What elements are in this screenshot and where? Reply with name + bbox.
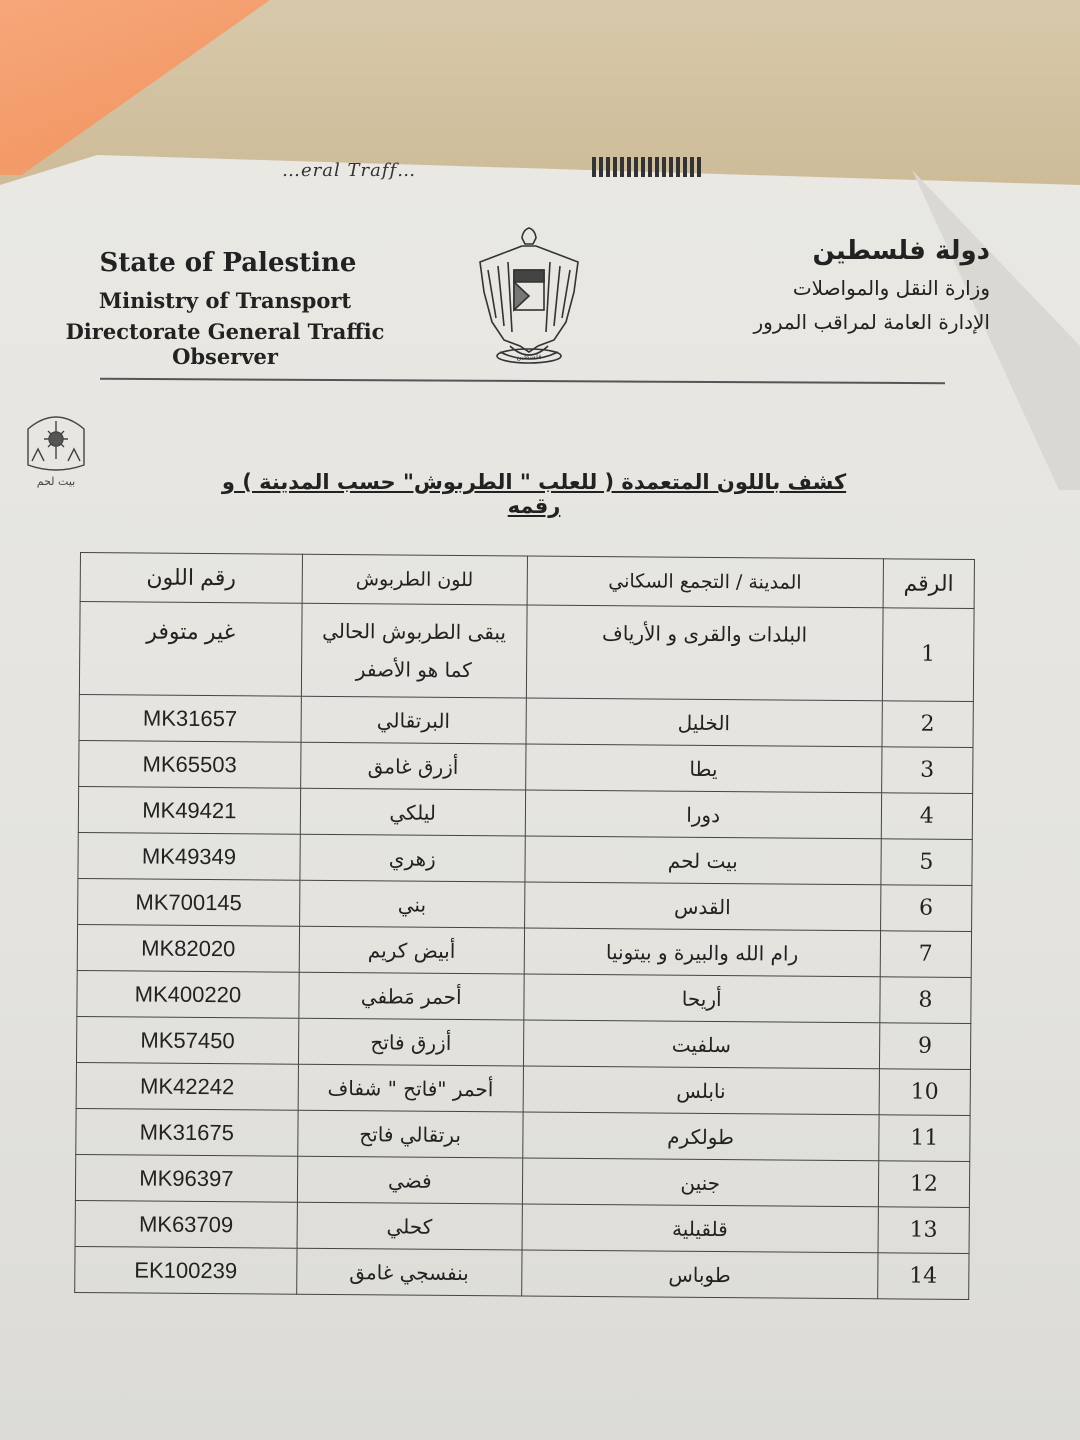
- row-color-code: MK57450: [76, 1016, 298, 1064]
- row-number: 10: [879, 1069, 971, 1116]
- row-number: 9: [879, 1023, 971, 1070]
- row-color-code: غير متوفر: [79, 602, 301, 697]
- row-city: بيت لحم: [525, 836, 881, 885]
- arabic-letterhead: [690, 236, 990, 334]
- table-row: [75, 1200, 969, 1253]
- row-number: 3: [881, 747, 973, 794]
- row-city: رام الله والبيرة و بيتونيا: [524, 928, 880, 977]
- row-number: 4: [881, 793, 973, 840]
- row-city: قلقيلية: [522, 1204, 878, 1253]
- row-number: 8: [880, 977, 972, 1024]
- row-number: 5: [881, 839, 973, 886]
- row-cap-color: كحلي: [297, 1202, 522, 1250]
- barcode: [592, 157, 704, 177]
- arabic-state-title: دولة فلسطين: [812, 236, 990, 266]
- table-row: [79, 740, 973, 793]
- row-cap-color: بني: [299, 880, 524, 928]
- row-number: 1: [882, 608, 974, 702]
- row-color-code: MK31675: [76, 1108, 298, 1156]
- row-color-code: MK65503: [79, 740, 301, 788]
- logo-caption: بيت لحم: [36, 475, 76, 488]
- row-number: 2: [882, 701, 974, 748]
- header-city: المدينة / التجمع السكاني: [527, 556, 883, 608]
- row-cap-color: زهري: [300, 834, 525, 882]
- row-city: جنين: [522, 1158, 878, 1207]
- row-color-code: MK400220: [77, 970, 299, 1018]
- english-ministry: Ministry of Transport: [98, 288, 352, 313]
- row-city: دورا: [525, 790, 881, 839]
- bethlehem-municipality-logo-icon: [22, 403, 90, 495]
- row-color-code: MK49349: [78, 832, 300, 880]
- row-cap-color: أحمر "فاتح " شفاف: [298, 1064, 523, 1112]
- table-row: [76, 1108, 970, 1161]
- header-color: للون الطربوش: [302, 554, 527, 605]
- row-number: 13: [878, 1207, 970, 1254]
- row-city: يطا: [525, 744, 881, 793]
- row-color-code: MK42242: [76, 1062, 298, 1110]
- table-row: [78, 878, 972, 931]
- row-cap-color: يبقى الطربوش الحالي كما هو الأصفر: [301, 603, 527, 698]
- row-city: سلفيت: [523, 1020, 879, 1069]
- english-letterhead: [10, 248, 440, 369]
- document-title: كشف باللون المتعمدة ( للعلب " الطربوش" حسب المدينة ) و رقمه: [221, 470, 847, 518]
- row-cap-color: أزرق غامق: [300, 742, 525, 790]
- table-row: [78, 832, 972, 885]
- row-city: البلدات والقرى و الأرياف: [526, 605, 883, 701]
- table-row: [75, 1246, 969, 1299]
- arabic-directorate: الإدارة العامة لمراقب المرور: [753, 310, 990, 334]
- row-cap-color: أزرق فاتح: [298, 1018, 523, 1066]
- row-city: الخليل: [526, 698, 882, 747]
- row-cap-color: ليلكي: [300, 788, 525, 836]
- header-num: الرقم: [883, 559, 975, 609]
- row-city: طولكرم: [522, 1112, 878, 1161]
- table-row: [77, 924, 971, 977]
- table-row: [79, 694, 973, 747]
- table-row: [77, 970, 971, 1023]
- english-directorate: Directorate General Traffic Observer: [65, 319, 385, 369]
- table-row: [75, 1154, 969, 1207]
- table-row: [76, 1016, 970, 1069]
- row-cap-color: أحمر مَطفي: [299, 972, 524, 1020]
- row-cap-color: بنفسجي غامق: [296, 1248, 521, 1296]
- table-row: [79, 602, 974, 702]
- row-city: أريحا: [523, 974, 879, 1023]
- row-city: طوباس: [521, 1250, 877, 1299]
- row-number: 6: [880, 885, 972, 932]
- row-number: 14: [877, 1253, 969, 1300]
- row-cap-color: أبيض كريم: [299, 926, 524, 974]
- row-color-code: MK49421: [78, 786, 300, 834]
- emblem-caption: فلسطين: [516, 353, 542, 361]
- row-city: القدس: [524, 882, 880, 931]
- row-color-code: MK82020: [77, 924, 299, 972]
- table-row: [78, 786, 972, 839]
- english-state-title: State of Palestine: [99, 248, 357, 278]
- row-number: 11: [878, 1115, 970, 1162]
- arabic-ministry: وزارة النقل والمواصلات: [792, 276, 990, 300]
- row-color-code: MK700145: [78, 878, 300, 926]
- color-table-wrapper: [74, 552, 992, 1300]
- row-cap-color: برتقالي فاتح: [298, 1110, 523, 1158]
- row-color-code: MK63709: [75, 1200, 297, 1248]
- table-header-row: [80, 553, 974, 609]
- header-code: رقم اللون: [80, 553, 302, 604]
- row-cap-color: البرتقالي: [301, 696, 526, 744]
- row-color-code: MK96397: [75, 1154, 297, 1202]
- row-cap-color: فضي: [297, 1156, 522, 1204]
- row-number: 12: [878, 1161, 970, 1208]
- row-number: 7: [880, 931, 972, 978]
- row-color-code: MK31657: [79, 694, 301, 742]
- table-body: [75, 602, 974, 1300]
- cap-color-table: [74, 552, 975, 1300]
- palestine-eagle-emblem-icon: [470, 222, 588, 370]
- row-color-code: EK100239: [75, 1246, 297, 1294]
- row-city: نابلس: [523, 1066, 879, 1115]
- table-row: [76, 1062, 970, 1115]
- previous-page-header-fragment: …eral Traff…: [282, 160, 417, 181]
